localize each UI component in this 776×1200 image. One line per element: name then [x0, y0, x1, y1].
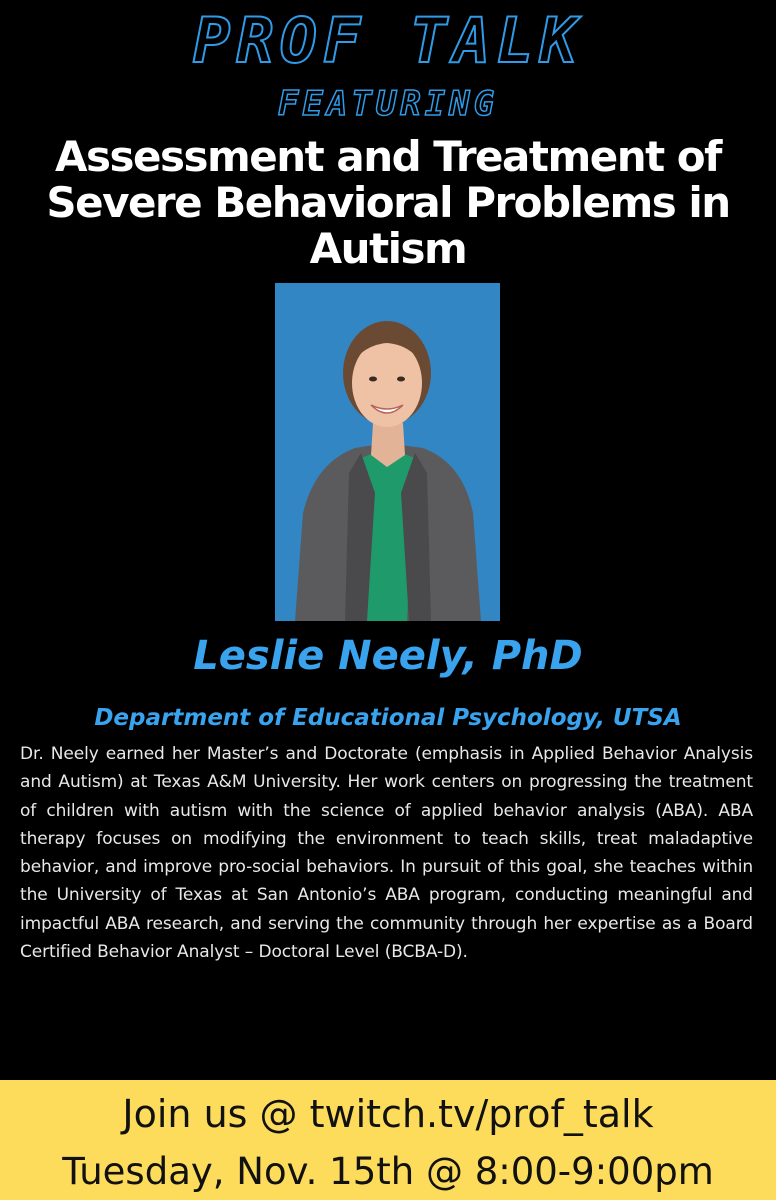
speaker-name: Leslie Neely, PhD: [193, 633, 583, 679]
speaker-bio: Dr. Neely earned her Master’s and Doctorate (emphasis in Applied Behavior Analysis and Autism) at Texas A&M University. Her work centers on progressing the treatment of children with autism with the science of applied behavior analysis (ABA). ABA therapy focuses on modifying the environment to teach skills, treat maladaptive behavior, and improve pro-social behaviors. In pursuit of this goal, she teaches within the University of Texas at San Antonio’s ABA program, conducting meaningful and impactful ABA research, and serving the community through her expertise as a Board Certified Behavior Analyst – Doctoral Level (BCBA-D).: [20, 744, 753, 963]
featuring-label: FEATURING: [277, 84, 499, 124]
speaker-photo: [275, 283, 500, 621]
footer-banner: [0, 1080, 776, 1200]
event-date-time: Tuesday, Nov. 15th @ 8:00-9:00pm: [62, 1150, 714, 1193]
join-link-text: Join us @ twitch.tv/prof_talk: [122, 1092, 654, 1136]
talk-title: Assessment and Treatment of Severe Behavioral Problems in Autism: [46, 132, 730, 273]
brand-title: PROF TALK: [193, 4, 583, 77]
speaker-department: Department of Educational Psychology, UTSA: [94, 705, 682, 731]
